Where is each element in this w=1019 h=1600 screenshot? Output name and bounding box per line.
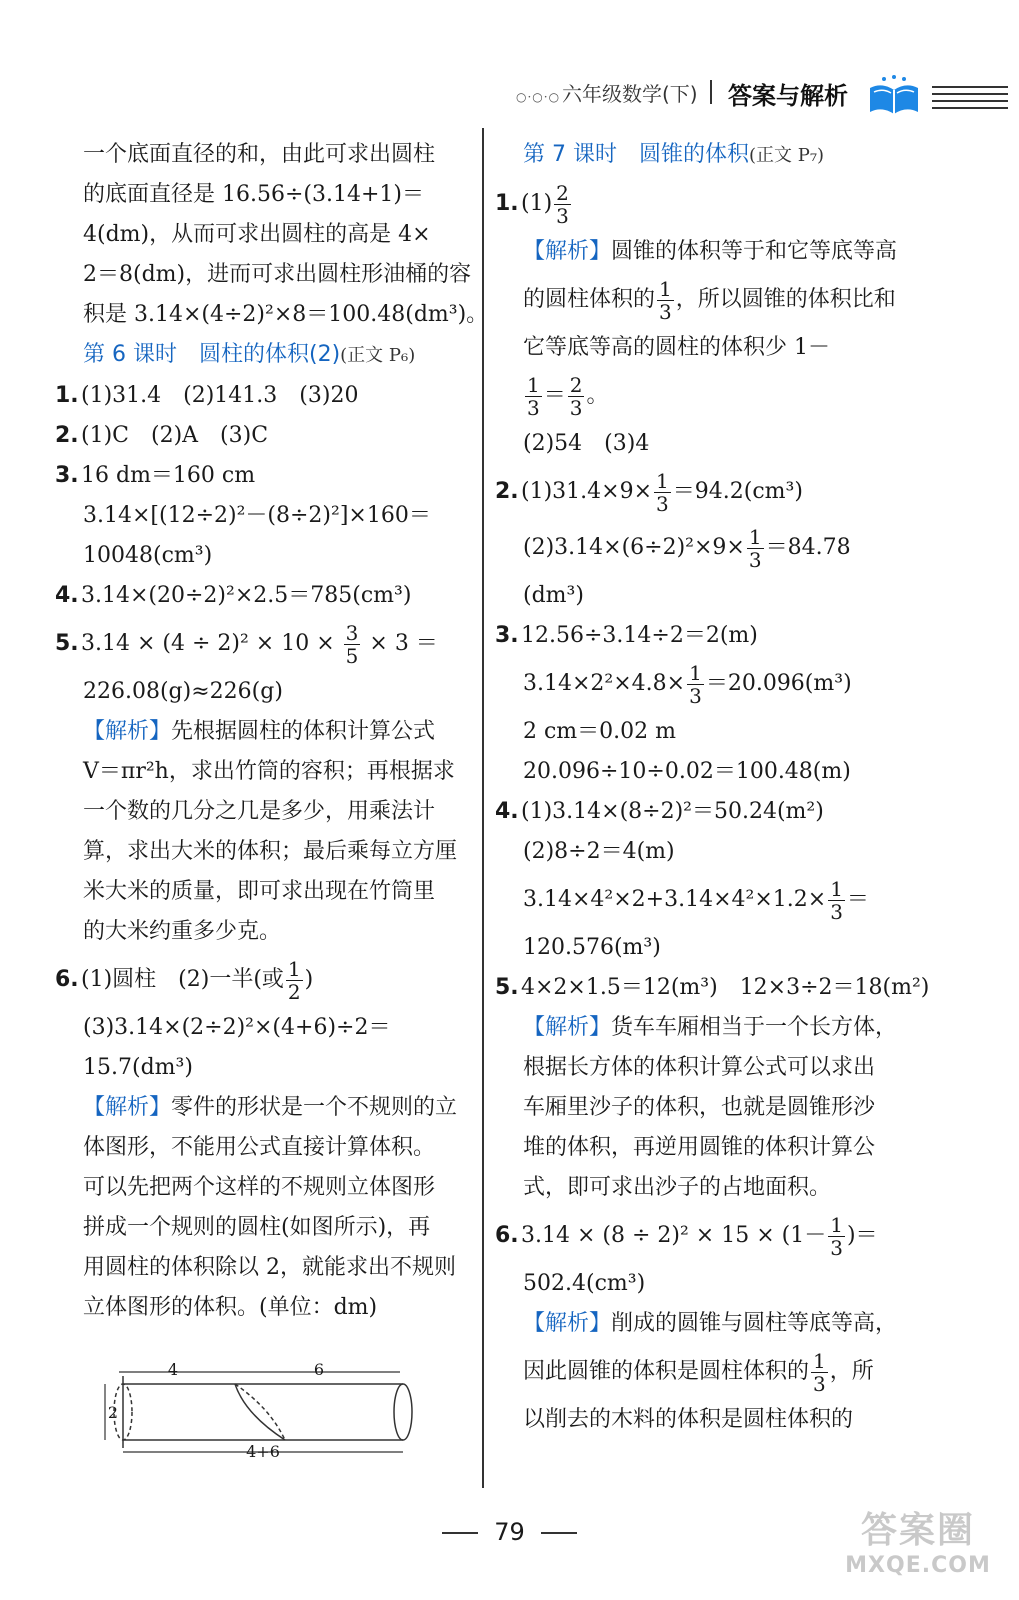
analysis-line: 体图形，不能用公式直接计算体积。 [83, 1135, 436, 1160]
answer-line: (dm³) [523, 583, 584, 608]
lesson-title: 第 7 课时 圆锥的体积 [523, 142, 749, 167]
analysis-line: 它等底等高的圆柱的体积少 1－ [523, 335, 830, 360]
analysis-tag: 【解析】 [83, 719, 172, 744]
answer-line: (2)8÷2＝4(m) [523, 839, 675, 864]
footer-dash [442, 1532, 478, 1534]
fraction: $\frac{1}{2}$ [287, 956, 301, 1004]
fraction: $\frac{1}{3}$ [813, 1348, 826, 1396]
section-title: 答案与解析 [728, 82, 848, 110]
text-line: 一个底面直径的和，由此可求出圆柱 [83, 142, 436, 167]
analysis-line: 的圆柱体积的 $\frac{1}{3}$ ，所以圆锥的体积比和 [523, 276, 896, 324]
lesson-heading [495, 135, 910, 176]
analysis-tag: 【解析】 [523, 239, 612, 264]
question-number: 2. [55, 423, 79, 448]
answer-line [55, 456, 470, 496]
analysis-line: 【解析】零件的形状是一个不规则的立 [83, 1095, 458, 1120]
analysis-line: $\frac{1}{3}$ ＝ $\frac{2}{3}$ 。 [527, 372, 609, 420]
analysis-line: 堆的体积，再逆用圆锥的体积计算公 [523, 1135, 876, 1160]
fraction: $\frac{2}{3}$ [556, 180, 569, 228]
question-number: 1. [495, 191, 519, 216]
answer-text: (1)C (2)A (3)C [81, 423, 269, 448]
fraction: $\frac{1}{3}$ [689, 660, 702, 708]
answer-line: 2. (1)31.4×9× $\frac{1}{3}$ ＝94.2(cm³) [495, 464, 910, 520]
analysis-line: 可以先把两个这样的不规则立体图形 [83, 1175, 436, 1200]
fraction: $\frac{1}{3}$ [527, 372, 540, 420]
answer-text: 3.14×(20÷2)²×2.5＝785(cm³) [81, 583, 412, 608]
answer-line: 4. (1)3.14×(8÷2)²＝50.24(m²) [495, 792, 910, 832]
fraction: $\frac{1}{3}$ [748, 524, 762, 572]
lesson-heading [55, 335, 470, 376]
answer-line: 3.14×2²×4.8× $\frac{1}{3}$ ＝20.096(m³) [523, 660, 852, 708]
question-number: 5. [55, 631, 79, 656]
answer-text: (1)31.4 (2)141.3 (3)20 [81, 383, 359, 408]
question-number: 2. [495, 479, 519, 504]
book-grade: 六年级数学(下) [562, 82, 698, 106]
answer-line: (3)3.14×(2÷2)²×(4+6)÷2＝ [83, 1015, 391, 1040]
answer-line: 502.4(cm³) [523, 1271, 646, 1296]
fraction: $\frac{1}{3}$ [830, 876, 843, 924]
open-book-icon [864, 74, 924, 118]
analysis-line: 的大米约重多少克。 [83, 919, 282, 944]
fraction: $\frac{3}{5}$ [345, 620, 359, 668]
answer-line [55, 416, 470, 456]
watermark-title: 答案圈 [860, 1510, 975, 1551]
watermark [843, 1502, 993, 1578]
answer-line: (2)3.14×(6÷2)²×9× $\frac{1}{3}$ ＝84.78 [523, 524, 851, 572]
answer-text: 3.14 × (4 ÷ 2)² × 10 × [81, 631, 335, 656]
question-number: 6. [55, 967, 79, 992]
answer-line: 15.7(dm³) [83, 1055, 193, 1080]
footer-dash [541, 1532, 577, 1534]
analysis-line: 用圆柱的体积除以 2，就能求出不规则 [83, 1255, 456, 1280]
text-line: 积是 3.14×(4÷2)²×8＝100.48(dm³)。 [83, 302, 489, 327]
fraction: $\frac{1}{3}$ [659, 276, 672, 324]
analysis-tag: 【解析】 [523, 1015, 612, 1040]
question-number: 5. [495, 975, 519, 1000]
analysis-line: 一个数的几分之几是多少，用乘法计 [83, 799, 436, 824]
analysis-line: 【解析】削成的圆锥与圆柱等底等高， [523, 1311, 898, 1336]
analysis-tag: 【解析】 [523, 1311, 612, 1336]
analysis-line: 算，求出大米的体积；最后乘每立方厘 [83, 839, 458, 864]
question-number: 3. [495, 623, 519, 648]
cylinder-diagram [95, 1362, 425, 1462]
header-lines [932, 86, 1008, 114]
analysis-line: 车厢里沙子的体积，也就是圆锥形沙 [523, 1095, 876, 1120]
analysis-line: V＝πr²h，求出竹筒的容积；再根据求 [83, 759, 455, 784]
answer-line: 6. (1)圆柱 (2)一半(或 $\frac{1}{2}$ ) [55, 952, 470, 1008]
fraction: $\frac{1}{3}$ [656, 468, 669, 516]
watermark-url: MXQE.COM [845, 1553, 991, 1578]
analysis-tag: 【解析】 [83, 1095, 172, 1120]
analysis-line: 【解析】货车车厢相当于一个长方体， [523, 1015, 898, 1040]
analysis-line: 【解析】先根据圆柱的体积计算公式 [83, 719, 436, 744]
analysis-line: 【解析】圆锥的体积等于和它等底等高 [523, 239, 898, 264]
answer-line: (2)54 (3)4 [523, 431, 650, 456]
left-column [55, 135, 489, 1328]
fraction: $\frac{2}{3}$ [569, 372, 583, 420]
answer-line [55, 616, 470, 672]
analysis-line: 拼成一个规则的圆柱(如图所示)，再 [83, 1215, 431, 1240]
question-number: 3. [55, 463, 79, 488]
answer-text: × 3 ＝ [369, 631, 438, 656]
text-line: 的底面直径是 16.56÷(3.14+1)＝ [83, 182, 424, 207]
answer-line [55, 376, 470, 416]
dim-label-side: 2 [107, 1403, 119, 1422]
right-column [495, 135, 930, 1440]
answer-line [55, 576, 470, 616]
question-number: 4. [495, 799, 519, 824]
analysis-line: 以削去的木料的体积是圆柱体积的 [523, 1407, 854, 1432]
question-number: 4. [55, 583, 79, 608]
analysis-line: 式，即可求出沙子的占地面积。 [523, 1175, 832, 1200]
lesson-ref: (正文 P₇) [748, 145, 825, 166]
lesson-ref: (正文 P₆) [340, 345, 416, 366]
page-number-text: 79 [494, 1518, 525, 1546]
answer-line: 120.576(m³) [523, 935, 661, 960]
header-separator [710, 80, 712, 104]
analysis-line: 根据长方体的体积计算公式可以求出 [523, 1055, 876, 1080]
answer-line: 6. 3.14 × (8 ÷ 2)² × 15 × (1－ $\frac{1}{3}$ )＝ [495, 1208, 910, 1264]
text-line: 4(dm)，从而可求出圆柱的高是 4× [83, 222, 431, 247]
analysis-line: 米大米的质量，即可求出现在竹筒里 [83, 879, 436, 904]
answer-text: 16 dm＝160 cm [81, 463, 256, 488]
answer-line: 5. 4×2×1.5＝12(m³) 12×3÷2＝18(m²) [495, 968, 910, 1008]
question-number: 6. [495, 1223, 519, 1248]
decorative-dots: ○·○·○ [516, 90, 561, 104]
answer-line: 3.14×4²×2+3.14×4²×1.2× $\frac{1}{3}$ ＝ [523, 876, 869, 924]
text-line: 2＝8(dm)，进而可求出圆柱形油桶的容 [83, 262, 472, 287]
page-header [512, 72, 1012, 122]
answer-line: 2 cm＝0.02 m [523, 719, 677, 744]
answer-line: 20.096÷10÷0.02＝100.48(m) [523, 759, 851, 784]
fraction: $\frac{1}{3}$ [830, 1212, 843, 1260]
answer-line: 1. (1) $\frac{2}{3}$ [495, 176, 910, 232]
dim-label-top-right: 6 [313, 1362, 325, 1379]
dim-label-top-left: 4 [167, 1362, 179, 1379]
question-number: 1. [55, 383, 79, 408]
answer-line: 3. 12.56÷3.14÷2＝2(m) [495, 616, 910, 656]
lesson-title: 第 6 课时 圆柱的体积(2) [83, 342, 341, 367]
answer-line: 226.08(g)≈226(g) [83, 679, 283, 704]
analysis-line: 因此圆锥的体积是圆柱体积的 $\frac{1}{3}$ ，所 [523, 1348, 874, 1396]
answer-line: 10048(cm³) [83, 543, 213, 568]
analysis-line: 立体图形的体积。(单位：dm) [83, 1295, 378, 1320]
dim-label-bottom: 4+6 [246, 1442, 280, 1461]
answer-line: 3.14×[(12÷2)²－(8÷2)²]×160＝ [83, 503, 431, 528]
